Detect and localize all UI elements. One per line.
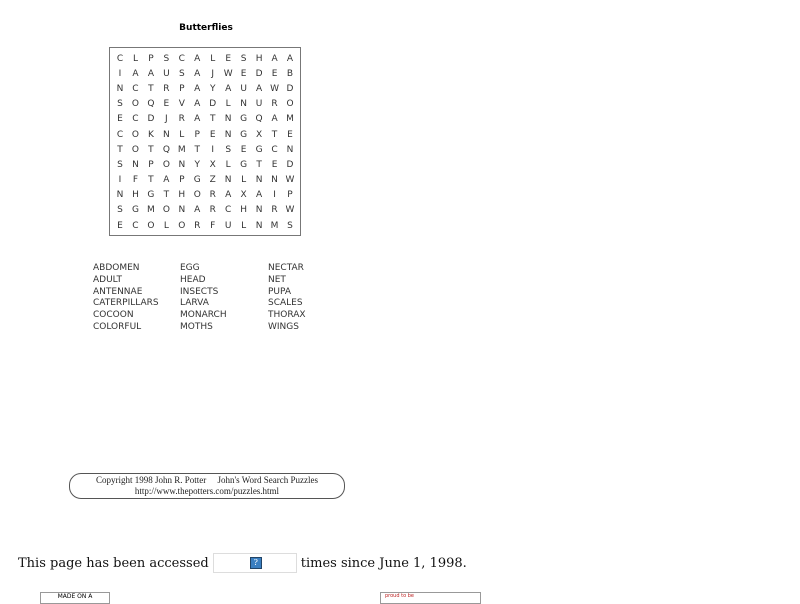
grid-letter: L [163, 220, 169, 231]
grid-letter: O [286, 99, 294, 110]
grid-row [114, 81, 296, 96]
grid-letter: L [210, 53, 216, 64]
word-list-item: ANTENNAE [93, 286, 143, 297]
word-column-3 [268, 263, 306, 334]
grid-letter: R [209, 190, 216, 201]
grid-letter: C [178, 53, 185, 64]
grid-letter: W [223, 68, 233, 79]
word-list-item: HEAD [180, 274, 206, 285]
grid-letter: G [193, 175, 201, 186]
word-list-item: EGG [180, 263, 200, 273]
access-text-after: times since June 1, 1998. [300, 555, 467, 571]
grid-letter: P [179, 83, 185, 94]
grid-letter: O [131, 99, 139, 110]
grid-letter: F [210, 220, 216, 231]
grid-row [114, 157, 296, 172]
grid-row [114, 142, 296, 157]
word-list-item: COCOON [93, 310, 134, 321]
grid-letter: D [255, 68, 263, 79]
grid-row [114, 188, 296, 203]
grid-letter: N [224, 114, 232, 125]
grid-letter: S [117, 205, 123, 216]
grid-letter: A [194, 114, 201, 125]
grid-letter: K [147, 129, 154, 140]
grid-letter: T [148, 144, 154, 155]
grid-letter: D [209, 99, 217, 110]
grid-letter: A [132, 68, 139, 79]
grid-letter: N [286, 144, 294, 155]
word-list-item: CATERPILLARS [93, 298, 159, 309]
word-list-item: WINGS [268, 321, 299, 332]
grid-row [114, 51, 296, 66]
word-column-1 [93, 263, 159, 334]
grid-letter: G [240, 129, 248, 140]
grid-letter: A [286, 53, 294, 64]
grid-letter: A [194, 205, 201, 216]
grid-letter: B [286, 68, 294, 79]
grid-letter: N [271, 175, 278, 186]
grid-letter: M [286, 114, 294, 125]
grid-letter: T [209, 114, 216, 125]
word-search-grid [109, 47, 301, 236]
grid-letter: I [118, 175, 122, 186]
grid-letter: C [116, 53, 124, 64]
grid-letter: N [240, 99, 247, 110]
grid-letter: P [148, 159, 154, 170]
word-list-item: INSECTS [180, 286, 219, 297]
grid-letter: T [117, 144, 123, 155]
grid-letter: C [271, 144, 278, 155]
word-list-item: LARVA [180, 298, 209, 309]
grid-letter: N [255, 220, 263, 231]
grid-letter: P [194, 129, 200, 140]
grid-letter: G [131, 205, 139, 216]
grid-letter: A [225, 83, 232, 94]
grid-row [114, 203, 296, 218]
grid-letter: E [240, 68, 247, 79]
grid-letter: Q [255, 114, 263, 125]
grid-letter: N [224, 175, 232, 186]
grid-row [114, 112, 296, 127]
word-list-item: NECTAR [268, 263, 304, 273]
word-list-item: MOTHS [180, 321, 213, 332]
puzzle-title: Butterflies [179, 23, 233, 33]
grid-letter: U [255, 99, 263, 110]
grid-letter: H [255, 53, 263, 64]
grid-letter: A [194, 83, 201, 94]
grid-letter: O [131, 144, 139, 155]
grid-letter: D [286, 83, 294, 94]
word-list-item: NET [268, 274, 286, 285]
grid-row [114, 97, 296, 112]
grid-letter: N [116, 83, 124, 94]
word-list-item: ADULT [93, 274, 122, 285]
grid-letter: N [178, 205, 186, 216]
grid-letter: T [256, 159, 262, 170]
grid-letter: O [131, 129, 139, 140]
puzzles-link[interactable]: http://www.thepotters.com/puzzles.html [134, 486, 280, 496]
grid-letter: U [240, 83, 247, 94]
grid-letter: J [165, 114, 168, 125]
grid-letter: N [162, 129, 170, 140]
grid-letter: A [271, 53, 278, 64]
grid-letter: G [147, 190, 155, 201]
grid-letter: M [147, 205, 155, 216]
grid-letter: G [240, 159, 248, 170]
grid-letter: I [118, 68, 122, 79]
grid-letter: C [132, 114, 139, 125]
grid-letter: L [179, 129, 185, 140]
grid-letter: N [178, 159, 186, 170]
grid-letter: F [132, 175, 139, 186]
grid-letter: S [287, 220, 293, 231]
grid-letter: A [194, 68, 201, 79]
grid-letter: S [225, 144, 232, 155]
grid-letter: E [240, 144, 247, 155]
grid-letter: L [132, 53, 138, 64]
grid-letter: R [209, 205, 216, 216]
grid-letter: I [211, 144, 215, 155]
grid-letter: X [255, 129, 263, 140]
grid-letter: H [178, 190, 186, 201]
grid-letter: O [162, 159, 170, 170]
grid-letter: D [147, 114, 155, 125]
grid-letter: N [132, 159, 139, 170]
grid-letter: L [241, 175, 247, 186]
word-list-item: THORAX [268, 310, 306, 321]
grid-letter: Q [147, 99, 155, 110]
made-on-badge[interactable]: MADE ON A [40, 592, 110, 604]
grid-letter: R [163, 83, 170, 94]
word-list-item: COLORFUL [93, 321, 142, 332]
broken-image-icon: ? [250, 557, 262, 569]
access-text-before: This page has been accessed [18, 555, 209, 571]
grid-letter: R [271, 99, 278, 110]
grid-letter: X [240, 190, 247, 201]
grid-letter: T [148, 83, 154, 94]
grid-letter: P [148, 53, 154, 64]
grid-letter: S [240, 53, 247, 64]
grid-letter: I [273, 190, 276, 201]
grid-letter: A [194, 99, 201, 110]
grid-letter: S [163, 53, 170, 64]
grid-row [114, 127, 296, 142]
grid-letter: N [116, 190, 124, 201]
grid-letter: O [147, 220, 155, 231]
grid-row [114, 173, 296, 188]
grid-letter: N [224, 129, 232, 140]
grid-letter: O [193, 190, 201, 201]
grid-letter: H [240, 205, 248, 216]
word-list-item: SCALES [268, 298, 303, 309]
grid-letter: W [285, 175, 295, 186]
grid-row [114, 218, 296, 233]
grid-letter: Y [194, 159, 201, 170]
grid-letter: Y [209, 83, 216, 94]
grid-letter: D [286, 159, 294, 170]
grid-letter: L [241, 220, 247, 231]
grid-letter: T [194, 144, 201, 155]
grid-letter: A [255, 83, 263, 94]
grid-letter: L [225, 159, 231, 170]
grid-letter: U [224, 220, 232, 231]
grid-letter: P [287, 190, 293, 201]
grid-letter: G [240, 114, 248, 125]
grid-letter: U [163, 68, 170, 79]
grid-letter: G [255, 144, 263, 155]
grid-letter: E [209, 129, 216, 140]
grid-letter: R [178, 114, 185, 125]
grid-letter: T [271, 129, 278, 140]
grid-letter: E [271, 159, 278, 170]
grid-letter: R [194, 220, 201, 231]
word-list-item: MONARCH [180, 310, 227, 321]
grid-letter: W [285, 205, 295, 216]
word-list-item: ABDOMEN [93, 263, 140, 273]
grid-letter: A [271, 114, 278, 125]
grid-letter: E [225, 53, 232, 64]
grid-letter: T [148, 175, 154, 186]
grid-letter: M [177, 144, 186, 155]
word-list-item: PUPA [268, 286, 292, 297]
grid-letter: A [194, 53, 201, 64]
grid-letter: S [117, 159, 123, 170]
grid-letter: N [255, 175, 263, 186]
grid-letter: C [116, 129, 124, 140]
grid-letter: P [179, 175, 185, 186]
grid-letter: M [270, 220, 279, 231]
grid-letter: A [225, 190, 232, 201]
grid-letter: N [255, 205, 263, 216]
grid-letter: X [209, 159, 216, 170]
proud-badge[interactable]: proud to be [380, 592, 481, 604]
grid-letter: O [178, 220, 186, 231]
grid-letter: E [163, 99, 170, 110]
grid-letter: C [132, 220, 139, 231]
grid-letter: R [271, 205, 278, 216]
hit-counter [213, 553, 297, 573]
grid-letter: E [117, 220, 123, 231]
grid-letter: E [117, 114, 123, 125]
grid-letter: J [211, 68, 215, 79]
grid-letter: A [163, 175, 170, 186]
grid-letter: Z [209, 175, 216, 186]
grid-row [114, 66, 296, 81]
copyright-text: Copyright 1998 John R. Potter John's Word Search Puzzles [96, 475, 318, 485]
grid-letter: C [225, 205, 232, 216]
grid-letter: T [163, 190, 170, 201]
grid-letter: H [132, 190, 139, 201]
grid-letter: A [147, 68, 154, 79]
grid-letter: L [225, 99, 231, 110]
grid-letter: W [270, 83, 279, 94]
grid-letter: S [178, 68, 185, 79]
grid-letter: E [271, 68, 278, 79]
access-counter-line [18, 553, 467, 573]
grid-letter: S [117, 99, 123, 110]
grid-letter: E [287, 129, 293, 140]
grid-letter: A [255, 190, 263, 201]
grid-letter: V [178, 99, 185, 110]
copyright-box[interactable] [69, 473, 345, 499]
grid-letter: C [132, 83, 139, 94]
grid-letter: O [162, 205, 170, 216]
word-column-2 [180, 263, 227, 334]
grid-letter: Q [162, 144, 170, 155]
